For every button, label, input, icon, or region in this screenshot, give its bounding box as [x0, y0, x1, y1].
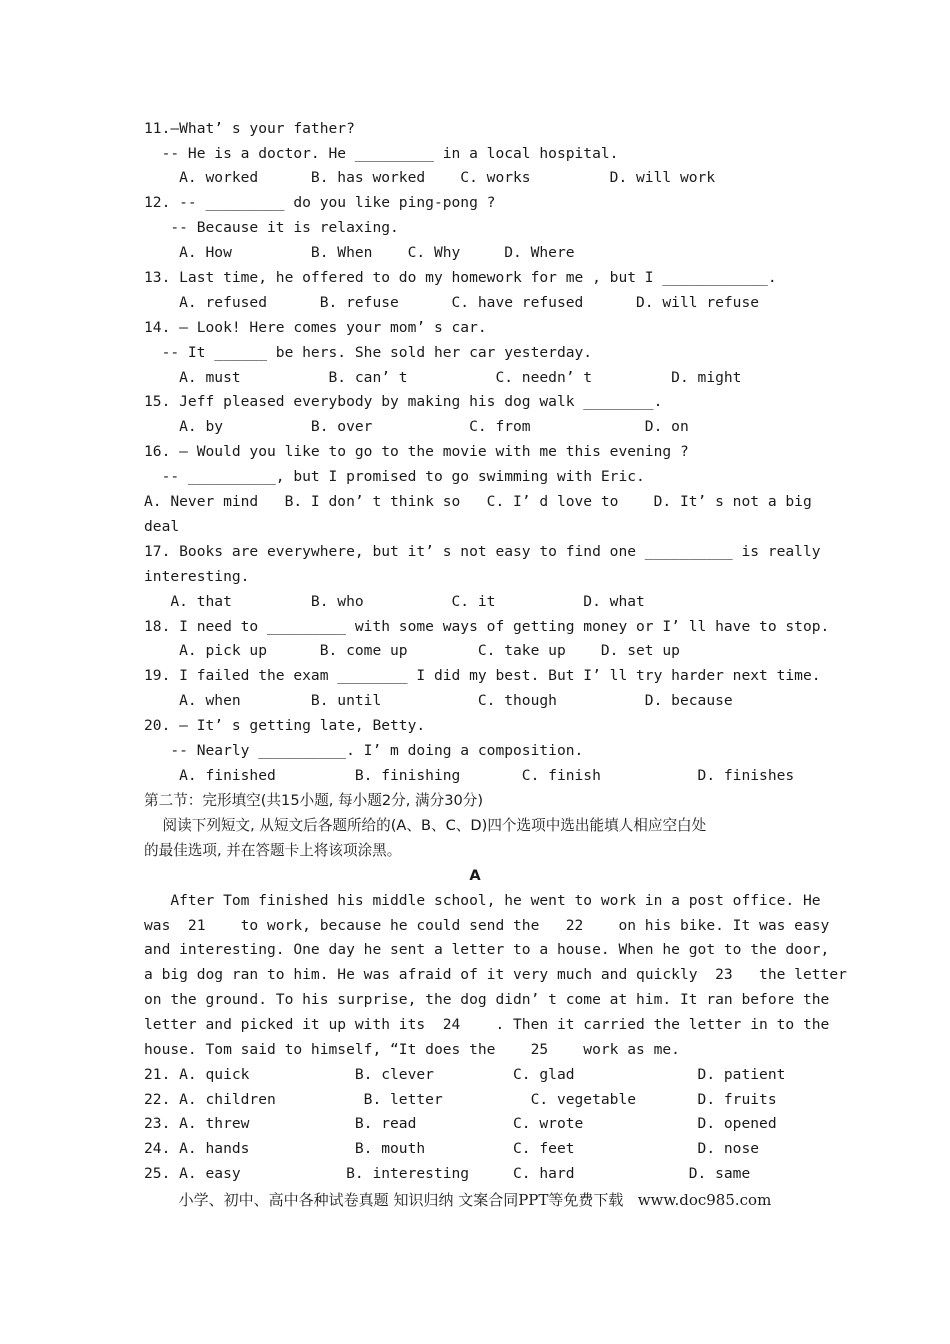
passage-title: A	[469, 867, 481, 884]
question-12-reply: -- Because it is relaxing.	[144, 219, 399, 236]
cloze-option-row-21: 21. A. quick B. clever C. glad D. patient	[144, 1066, 786, 1083]
section-heading: 第二节：完形填空(共15小题, 每小题2分, 满分30分)	[144, 792, 484, 809]
question-20-options: A. finished B. finishing C. finish D. finishes	[144, 767, 795, 784]
question-16-options: A. Never mind B. I don’ t think so C. I’ d love to D. It’ s not a big	[144, 493, 812, 510]
cloze-option-row-22: 22. A. children B. letter C. vegetable D. fruits	[144, 1091, 777, 1108]
passage-line: and interesting. One day he sent a letter to a house. When he got to the door,	[144, 941, 830, 958]
cloze-option-row-25: 25. A. easy B. interesting C. hard D. same	[144, 1165, 751, 1182]
cloze-option-row-24: 24. A. hands B. mouth C. feet D. nose	[144, 1140, 760, 1157]
question-19-options: A. when B. until C. though D. because	[144, 692, 733, 709]
passage-line: a big dog ran to him. He was afraid of it very much and quickly 23 the letter	[144, 966, 847, 983]
passage-line: was 21 to work, because he could send the 22 on his bike. It was easy	[144, 917, 830, 934]
question-18-options: A. pick up B. come up C. take up D. set up	[144, 642, 680, 659]
question-11-options: A. worked B. has worked C. works D. will work	[144, 169, 716, 186]
section-instruction: 阅读下列短文, 从短文后各题所给的(A、B、C、D)四个选项中选出能填人相应空白处	[144, 817, 707, 834]
question-16-stem: 16. – Would you like to go to the movie with me this evening ?	[144, 443, 689, 460]
question-17-stem-wrap: interesting.	[144, 568, 250, 585]
question-20-reply: -- Nearly __________. I’ m doing a composition.	[144, 742, 584, 759]
question-18-stem: 18. I need to _________ with some ways of getting money or I’ ll have to stop.	[144, 618, 830, 635]
question-12-options: A. How B. When C. Why D. Where	[144, 244, 575, 261]
passage-line: After Tom finished his middle school, he went to work in a post office. He	[144, 892, 821, 909]
question-13-options: A. refused B. refuse C. have refused D. will refuse	[144, 294, 760, 311]
question-16-reply: -- __________, but I promised to go swimming with Eric.	[144, 468, 645, 485]
passage-line: house. Tom said to himself, “It does the 25 work as me.	[144, 1041, 680, 1058]
page-footer: 小学、初中、高中各种试卷真题 知识归纳 文案合同PPT等免费下载 www.doc985.com	[178, 1191, 772, 1209]
question-14-options: A. must B. can’ t C. needn’ t D. might	[144, 369, 742, 386]
question-17-stem: 17. Books are everywhere, but it’ s not easy to find one __________ is really	[144, 543, 821, 560]
question-19-stem: 19. I failed the exam ________ I did my best. But I’ ll try harder next time.	[144, 667, 821, 684]
cloze-option-row-23: 23. A. threw B. read C. wrote D. opened	[144, 1115, 777, 1132]
question-14-reply: -- It ______ be hers. She sold her car yesterday.	[144, 344, 593, 361]
section-instruction-wrap: 的最佳选项, 并在答题卡上将该项涂黑。	[144, 842, 402, 859]
question-13-stem: 13. Last time, he offered to do my homework for me , but I ____________.	[144, 269, 777, 286]
question-12-stem: 12. -- _________ do you like ping-pong ?	[144, 194, 496, 211]
question-15-options: A. by B. over C. from D. on	[144, 418, 689, 435]
question-15-stem: 15. Jeff pleased everybody by making his dog walk ________.	[144, 393, 663, 410]
question-16-options-wrap: deal	[144, 518, 180, 535]
question-17-options: A. that B. who C. it D. what	[144, 593, 645, 610]
question-14-stem: 14. – Look! Here comes your mom’ s car.	[144, 319, 487, 336]
passage-line: letter and picked it up with its 24 . Then it carried the letter in to the	[144, 1016, 830, 1033]
question-11-stem: 11.—What’ s your father?	[144, 120, 355, 137]
question-11-reply: -- He is a doctor. He _________ in a local hospital.	[144, 145, 619, 162]
question-20-stem: 20. – It’ s getting late, Betty.	[144, 717, 426, 734]
passage-line: on the ground. To his surprise, the dog didn’ t come at him. It ran before the	[144, 991, 830, 1008]
